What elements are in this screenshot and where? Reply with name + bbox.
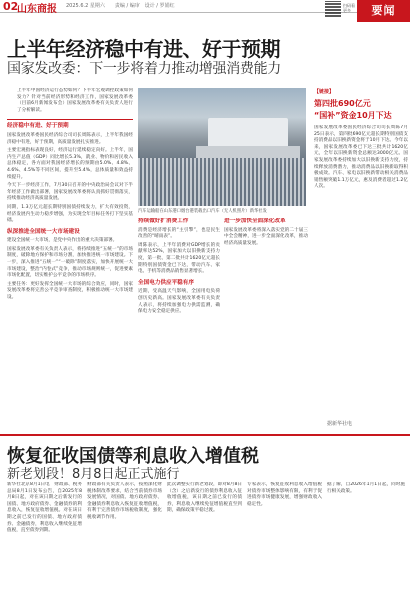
photo-caption: 汽车运输船在山东港口烟台港装载出口汽车（无人机照片）新华社发 bbox=[138, 209, 267, 214]
ship-hull bbox=[196, 146, 300, 158]
issue-meta: 2025.6.2 星期六 责编 / 编审 设计 / 罗娟红 bbox=[66, 3, 175, 9]
qr-code-icon bbox=[325, 1, 341, 17]
sidebar-tag: 【链接】 bbox=[314, 89, 335, 95]
parked-cars-image bbox=[138, 158, 306, 206]
lead-headline: 上半年经济稳中有进、好于预期 bbox=[7, 37, 280, 61]
article1-paragraph: 国家发展改革委有关负责人表示，将持续推进“五统一”的市场制度，破除地方保护和市场分割，加快推进统一市场建设。下一步，深入推进“五统一”“一破除”制度落实，加快开展统一大市场建设，整治“内卷式”竞争，推动市场规则统一，促进要素市场化配置，切实维护公平竞争的市场秩序。 bbox=[7, 246, 133, 279]
newspaper-name: 山东商报 bbox=[17, 4, 57, 15]
article1-paragraph: 主要任务：更好发挥全国统一大市场的综合效应，同时，国家发展改革委将完善公平竞争审查制度，积极推动统一大市场建设。 bbox=[7, 281, 133, 301]
article2-headline: 恢复征收国债等利息收入增值税 bbox=[7, 446, 259, 467]
article2-column-2: 财政部有关负责人表示，按照深化财税体制改革要求，结合当前债券市场发展情况，对国债、地方政府债券、金融债券利息收入恢复征收增值税，有利于完善债券市场税收制度，强化税收调节作用。 bbox=[87, 482, 162, 520]
lead-subheadline: 国家发改委：下一步将着力推动增强消费能力 bbox=[7, 61, 281, 77]
article2-column-1: 新华社北京8月1日电 财政部、税务总局8月1日发布公告，自2025年8月8日起，对在该日期之后新发行的国债、地方政府债券、金融债券的利息收入，恢复征收增值税。对在该日期之前已发行的国债、地方政府债券、金融债券，利息收入继续免征增值税，直至债券到期。 bbox=[7, 482, 82, 534]
article1-paragraph: 今天下一步经济工作，7月30日召开的中央政治局会议对下半年经济工作做出部署，国家发展改革委将认真抓好贯彻落实，持续推动经济高质量发展。 bbox=[7, 183, 133, 202]
divider bbox=[7, 119, 133, 120]
qr-caption: 扫码看更多 bbox=[343, 3, 355, 13]
section-divider bbox=[0, 434, 410, 436]
article1-subheading-5: 进一步加快全面深化改革 bbox=[224, 218, 286, 224]
article1-paragraph: 建设全国统一大市场，是党中央作出的重大决策部署。 bbox=[7, 238, 118, 244]
sidebar-body: 国家发展改革委国民经济综合司司长周陈7月25日表示，第四批690亿元超长期特别国债支持消费品以旧换新资金将于10月下达。今年以来，国家发展改革委已下达三批共计1620亿元，全年以旧换新资金总额达3000亿元。国家发展改革委持续加大以旧换新支持力度，持续释放消费潜力，推动消费品以旧换新取得积极成效。汽车、家电以旧换新带动相关消费品销售额突破1.1万亿元，惠及消费者超过1.2亿人次。 bbox=[314, 125, 408, 190]
article1-subheading-2: 纵深推进全国统一大市场建设 bbox=[7, 228, 80, 235]
article1-paragraph: 同期，1.3万亿元超长期特别国债持续发力，扩大有效投资，经济发展内生动力稳步增强，为实现全年目标任务打下坚实基础。 bbox=[7, 204, 133, 224]
sidebar-title-line-2: “国补”资金10月下达 bbox=[314, 111, 392, 120]
section-banner: 要闻 bbox=[357, 0, 410, 22]
article1-column-3 bbox=[138, 218, 220, 418]
article1-column-4 bbox=[224, 218, 308, 418]
sidebar-link-box bbox=[314, 88, 408, 386]
article1-paragraph: 消费是经济增长的“主引擎”，也是民生改善的“晴雨表”。 bbox=[138, 227, 220, 240]
article1-intro: 上半年中国经济运行态势如何？下半年宏观调控政策如何发力？针对当前经济形势和经济工作，国家发展改革委（目前6月新闻发布会）国家发展改革委有关负责人进行了分析解读。 bbox=[17, 88, 133, 113]
article2-column-4: 专家表示，恢复征收利息收入增值税对债券市场整体影响有限，有利于促进债券市场健康发展，增强财政收入稳定性。 bbox=[247, 482, 322, 507]
article2-column-3: 此次调整实行新老划段，即对8月8日（含）之后新发行的债券利息收入征收增值税，该日期之前已发行的债券，利息收入继续免征增值税直至到期，确保政策平稳过渡。 bbox=[167, 482, 242, 514]
article1-subheading-3: 持续做好扩消费工作 bbox=[138, 218, 189, 224]
article2-column-5: 据了解，自2026年1月1日起，同时施行相关政策。 bbox=[327, 482, 405, 494]
article1-subheading-1: 经济稳中有进、好于预期 bbox=[7, 123, 69, 130]
article1-paragraph: 近期，受高温天气影响，全国用电负荷创历史新高。国家发展改革委有关负责人表示，将持续加强电力供需监测，确保电力安全稳定供应。 bbox=[138, 289, 220, 315]
port-photo bbox=[138, 88, 306, 206]
article2-subheadline: 新老划段！8月8日起正式施行 bbox=[7, 467, 180, 482]
article1-paragraph: 国家发展改革委国民经济综合司司长周陈表示，上半年我国经济稳中有进，好于预期，高质量发展扎实推进。 bbox=[7, 132, 133, 145]
article1-paragraph: 国家发展改革委将深入落实党的二十届三中全会精神，进一步全面深化改革，推动经济高质量发展。 bbox=[224, 227, 308, 246]
article1-column-1 bbox=[7, 88, 133, 418]
sidebar-title-line-1: 第四批690亿元 bbox=[314, 99, 371, 108]
article1-paragraph: 周陈表示，上半年消费对GDP增长的贡献率达52%，国家加大以旧换新支持力度，第一批、第二批共计1620亿元超长期特别国债资金已下达，带动汽车、家电、手机等消费品销售显著增长。 bbox=[138, 242, 220, 275]
article1-paragraph: 主要宏观指标表现良好，经济运行延续稳定向好。上半年，国内生产总值（GDP）同比增长5.3%，就业、物价和居民收入总体稳定，各方面对我国经济增长的预期由5.0%、4.8%、4.6%、4.5%等不同区间，提升至5.4%，总体质量和效益持续提升。 bbox=[7, 148, 133, 180]
sidebar-source: 据新华社电 bbox=[327, 421, 353, 427]
page-number: 02 bbox=[3, 0, 19, 13]
article1-subheading-4: 全国电力供应平稳有序 bbox=[138, 279, 194, 286]
